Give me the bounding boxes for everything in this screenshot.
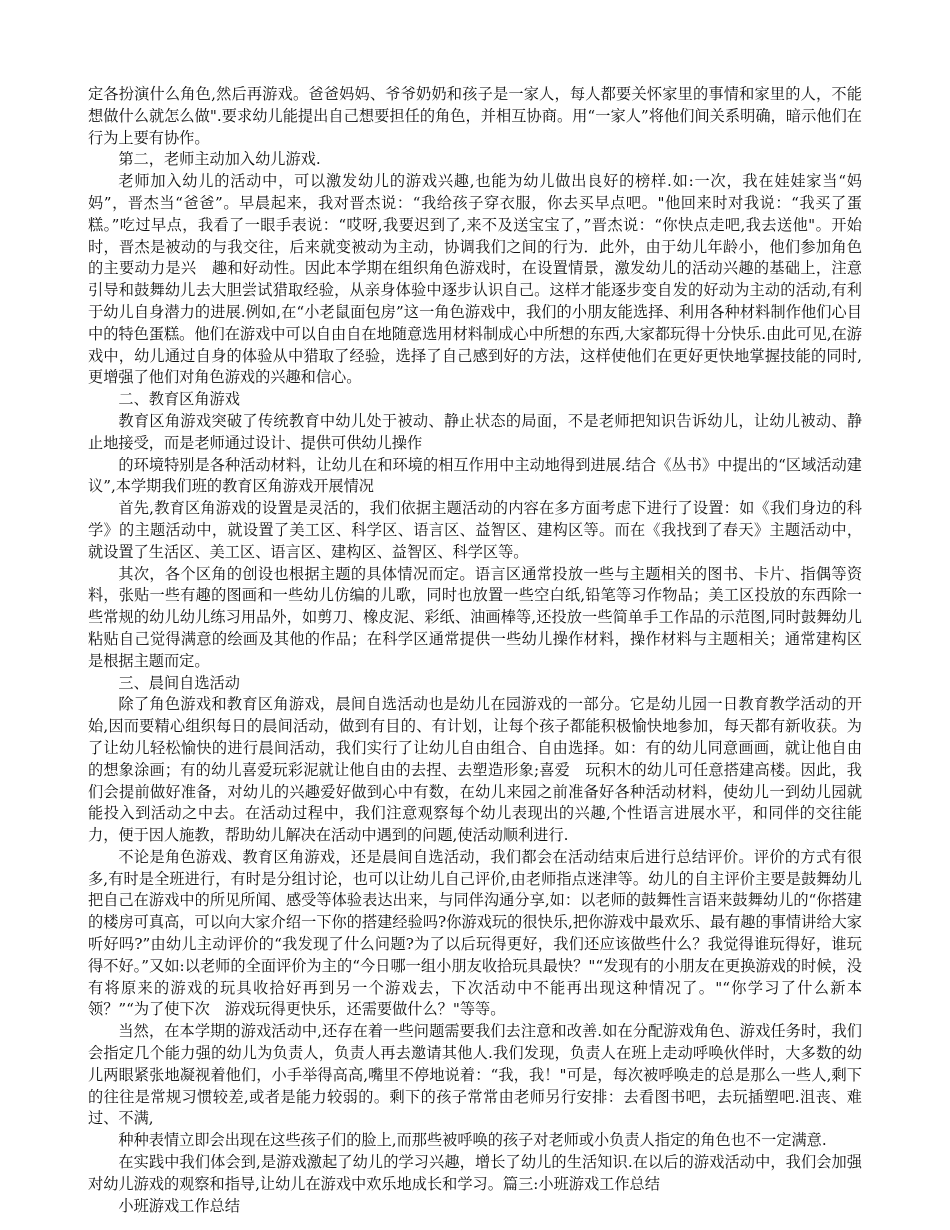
section-subheading: 第二，老师主动加入幼儿游戏. xyxy=(118,150,321,169)
paragraph: 教育区角游戏突破了传统教育中幼儿处于被动、静止状态的局面，不是老师把知识告诉幼儿，让幼儿被动、静止地接受，而是老师通过设计、提供可供幼儿操作 xyxy=(88,411,862,452)
paragraph: 在实践中我们体会到,是游戏激起了幼儿的学习兴趣，增长了幼儿的生活知识.在以后的游戏活动中，我们会加强对幼儿游戏的观察和指导,让幼儿在游戏中欢乐地成长和学习。篇三:小班游戏工作总结 xyxy=(88,1153,862,1193)
section-heading: 三、晨间自选活动 xyxy=(118,673,240,692)
paragraph: 种种表情立即会出现在这些孩子们的脸上,而那些被呼唤的孩子对老师或小负责人指定的角色也不一定满意. xyxy=(118,1131,827,1150)
paragraph: 当然，在本学期的游戏活动中,还存在着一些问题需要我们去注意和改善.如在分配游戏角色、游戏任务时，我们会指定几个能力强的幼儿为负责人，负责人再去邀请其他人.我们发现，负责人在班上走动呼唤伙伴时，大多数的幼儿两眼紧张地凝视着他们，小手举得高高,嘴里不停地说着：“我，我！"可是，每次被呼唤走的总是那么一些人,剩下的往往是常规习惯较差,或者是能力较弱的。剩下的孩子常常由老师另行安排：去看图书吧，去玩插塑吧.沮丧、难过、不满, xyxy=(88,1022,862,1128)
paragraph: 的环境特别是各种活动材料，让幼儿在和环境的相互作用中主动地得到进展.结合《丛书》中提出的“区域活动建议”,本学期我们班的教育区角游戏开展情况 xyxy=(88,455,862,496)
section-heading: 二、教育区角游戏 xyxy=(118,390,240,409)
paragraph: 其次，各个区角的创设也根据主题的具体情况而定。语言区通常投放一些与主题相关的图书、卡片、指偶等资料，张贴一些有趣的图画和一些幼儿仿编的儿歌，同时也放置一些空白纸,铅笔等习作物品；美工区投放的东西除一些常规的幼儿幼儿练习用品外，如剪刀、橡皮泥、彩纸、油画棒等,还投放一些简单手工作品的示范图,同时鼓舞幼儿粘贴自己觉得满意的绘画及其他的作品；在科学区通常提供一些幼儿操作材料，操作材料与主题相关；通常建构区是根据主题而定。 xyxy=(88,564,862,670)
paragraph: 首先,教育区角游戏的设置是灵活的，我们依据主题活动的内容在多方面考虑下进行了设置：如《我们身边的科学》的主题活动中，就设置了美工区、科学区、语言区、益智区、建构区等。而在《我找到了春天》主题活动中，就设置了生活区、美工区、语言区、建构区、益智区、科学区等。 xyxy=(88,499,862,561)
document-body xyxy=(88,84,862,1217)
paragraph: 除了角色游戏和教育区角游戏，晨间自选活动也是幼儿在园游戏的一部分。它是幼儿园一日教育教学活动的开始,因而要精心组织每日的晨间活动，做到有目的、有计划，让每个孩子都能积极愉快地参加，每天都有新收获。为了让幼儿轻松愉快的进行晨间活动，我们实行了让幼儿自由组合、自由选择。如：有的幼儿同意画画，就让他自由的想象涂画；有的幼儿喜爱玩彩泥就让他自由的去捏、去塑造形象;喜爱 玩积木的幼儿可任意搭建高楼。因此，我们会提前做好准备，对幼儿的兴趣爱好做到心中有数，在幼儿来园之前准备好各种活动材料，使幼儿一到幼儿园就能投入到活动之中去。在活动过程中，我们注意观察每个幼儿表现出的兴趣,个性语言进展水平，和同伴的交往能力，便于因人施教，帮助幼儿解决在活动中遇到的问题,使活动顺利进行. xyxy=(88,695,862,845)
paragraph: 定各扮演什么角色,然后再游戏。爸爸妈妈、爷爷奶奶和孩子是一家人，每人都要关怀家里的事情和家里的人，不能想做什么就怎么做".要求幼儿能提出自己想要担任的角色，并相互协商。用“一家人”将他们间关系明确，暗示他们在行为上要有协作。 xyxy=(88,85,862,147)
document-title-line: 小班游戏工作总结 xyxy=(118,1196,240,1215)
paragraph: 不论是角色游戏、教育区角游戏，还是晨间自选活动，我们都会在活动结束后进行总结评价。评价的方式有很多,有时是全班进行，有时是分组讨论，也可以让幼儿自己评价,由老师指点迷津等。幼儿的自主评价主要是鼓舞幼儿把自己在游戏中的所见所闻、感受等体验表达出来，与同伴沟通分享,如：以老师的鼓舞性言语来鼓舞幼儿的“你搭建的楼房可真高，可以向大家介绍一下你的搭建经验吗?你游戏玩的很快乐,把你游戏中最欢乐、最有趣的事情讲给大家听好吗?”由幼儿主动评价的“我发现了什么问题?为了以后玩得更好，我们还应该做些什么？我觉得谁玩得好，谁玩得不好。”又如:以老师的全面评价为主的“今日哪一组小朋友收拾玩具最快？"“发现有的小朋友在更换游戏的时候，没有将原来的游戏的玩具收拾好再到另一个游戏去，下次活动中不能再出现这种情况了。"“你学习了什么新本领？”“为了使下次 游戏玩得更快乐，还需要做什么？"等等。 xyxy=(88,847,862,1019)
paragraph: 老师加入幼儿的活动中，可以激发幼儿的游戏兴趣,也能为幼儿做出良好的榜样.如:一次，我在娃娃家当“妈妈”，晋杰当“爸爸”。早晨起来，我对晋杰说：“我给孩子穿衣服，你去买早点吧。"他回来时对我说：“我买了蛋糕。”吃过早点，我看了一眼手表说：“哎呀,我要迟到了,来不及送宝宝了，”晋杰说：“你快点走吧,我去送他"。开始时，晋杰是被动的与我交往，后来就变被动为主动，协调我们之间的行为．此外，由于幼儿年龄小，他们参加角色的主要动力是兴 趣和好动性。因此本学期在组织角色游戏时，在设置情景，激发幼儿的活动兴趣的基础上，注意引导和鼓舞幼儿去大胆尝试猎取经验，从亲身体验中逐步认识自己。这样才能逐步变自发的好动为主动的活动,有利于幼儿自身潜力的进展.例如,在“小老鼠面包房”这一角色游戏中，我们的小朋友能选择、利用各种材料制作他们心目中的特色蛋糕。他们在游戏中可以自由自在地随意选用材料制成心中所想的东西,大家都玩得十分快乐.由此可见,在游戏中，幼儿通过自身的体验从中猎取了经验，选择了自己感到好的方法，这样使他们在更好更快地掌握技能的同时,更增强了他们对角色游戏的兴趣和信心。 xyxy=(88,172,862,387)
